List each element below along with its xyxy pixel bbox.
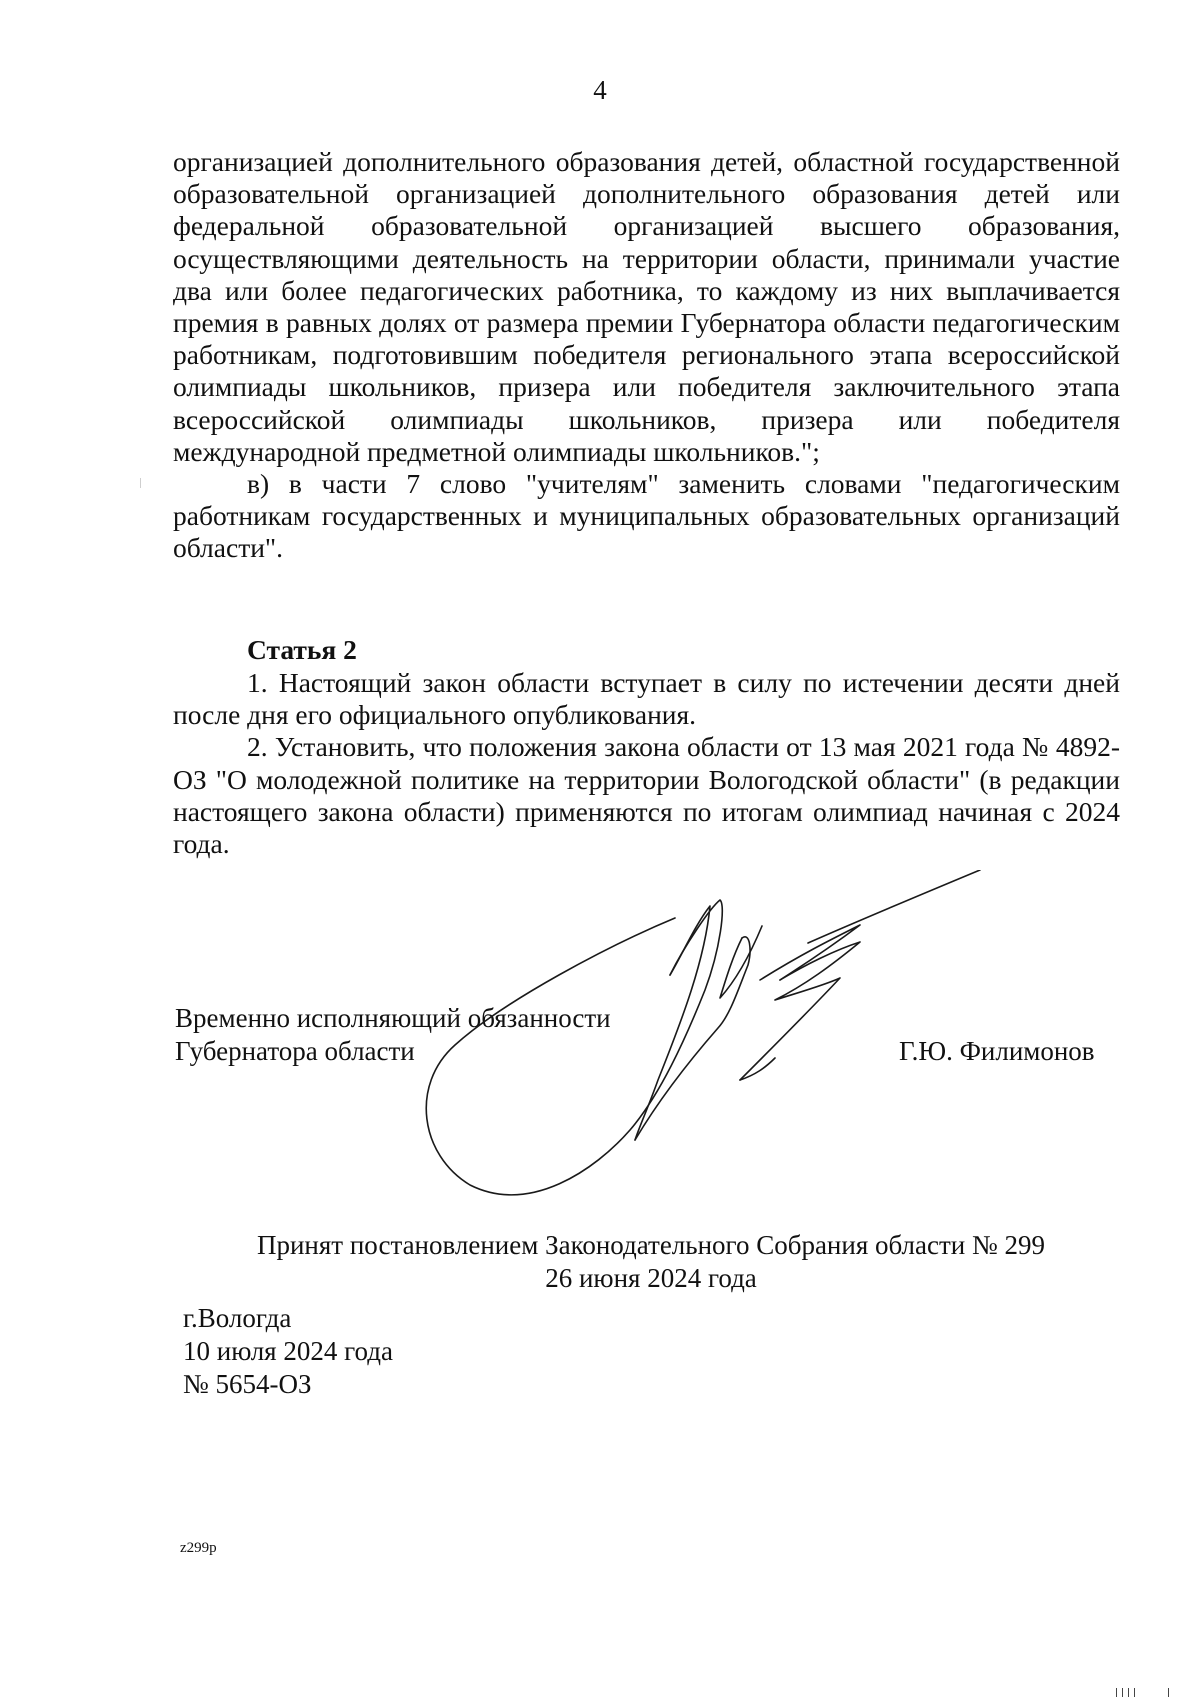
signatory-position-line-1: Временно исполняющий обязанности — [175, 1003, 611, 1033]
paragraph-amendment-v: в) в части 7 слово "учителям" заменить словами "педагогическим работникам государственных и муниципальных образовательных организаций области". — [173, 468, 1120, 564]
law-number: № 5654-ОЗ — [183, 1369, 312, 1399]
adoption-note — [0, 1229, 1200, 1295]
adoption-line-1: Принят постановлением Законодательного Собрания области № 299 — [256, 1230, 1046, 1260]
paragraph-continuation: организацией дополнительного образования детей, областной государственной образовательной организацией дополнительного образования детей или федеральной образовательной организацией высшего образования, осуществляющими деятельность на территории области, принимали участие два или более педагогических работника, то каждому из них выплачивается премия в равных долях от размера премии Губернатора области педагогическим работникам, подготовившим победителя регионального этапа всероссийской олимпиады школьников, призера или победителя заключительного этапа всероссийской олимпиады школьников, призера или победителя международной предметной олимпиады школьников."; — [173, 146, 1120, 467]
margin-mark — [140, 478, 141, 488]
place-and-date — [183, 1302, 393, 1401]
signing-date: 10 июля 2024 года — [183, 1336, 393, 1366]
amendment-text — [173, 146, 1120, 565]
article-2-item-2: 2. Установить, что положения закона области от 13 мая 2021 года № 4892-ОЗ "О молодежной политике на территории Вологодской области" (в редакции настоящего закона области) применяются по итогам олимпиад начиная с 2024 года. — [173, 731, 1120, 860]
signatory-position-line-2: Губернатора области — [175, 1036, 415, 1066]
document-code: z299p — [180, 1540, 217, 1556]
city: г.Вологда — [183, 1303, 292, 1333]
signatory-name: Г.Ю. Филимонов — [899, 1036, 1095, 1066]
scan-marks — [1112, 1688, 1172, 1697]
article-2-body — [173, 667, 1120, 860]
handwritten-signature — [420, 870, 1080, 1220]
article-2-title: Статья 2 — [247, 634, 357, 665]
adoption-date: 26 июня 2024 года — [545, 1263, 757, 1293]
page-number: 4 — [593, 75, 607, 105]
article-2-item-1: 1. Настоящий закон области вступает в силу по истечении десяти дней после дня его официального опубликования. — [173, 667, 1120, 731]
